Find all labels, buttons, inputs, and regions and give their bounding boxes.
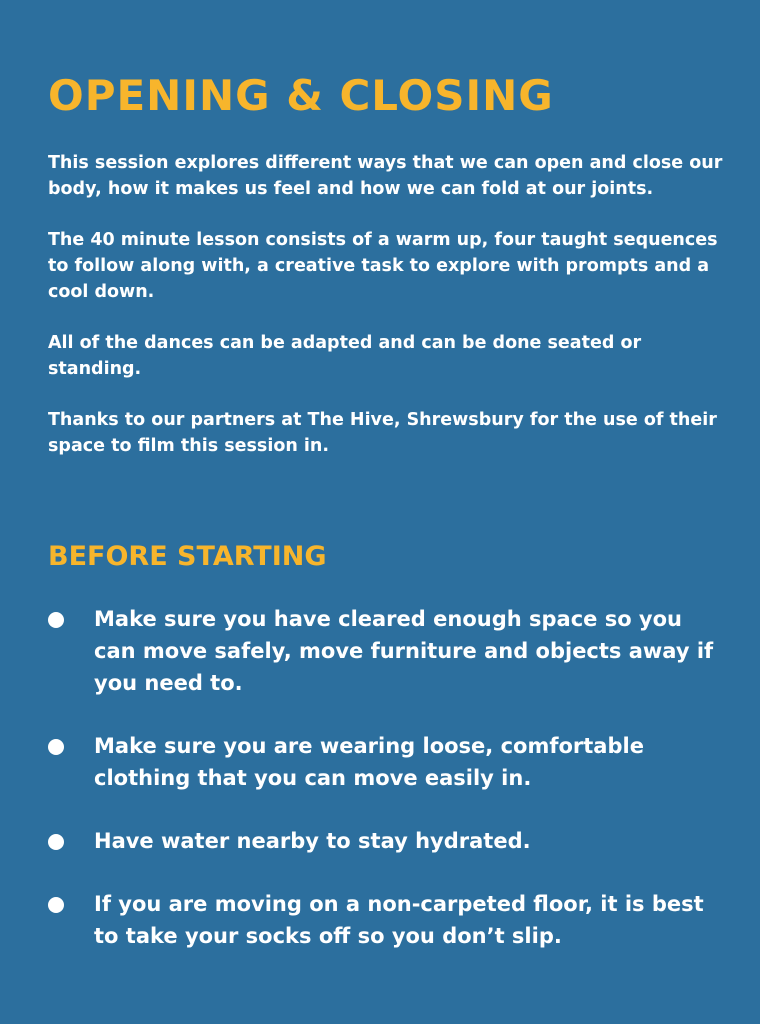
intro-section — [48, 150, 728, 484]
list-item — [48, 730, 728, 794]
list-item-text: Make sure you have cleared enough space so you can move safely, move furniture and objects away if you need to. — [94, 607, 714, 695]
bullet-icon — [48, 612, 64, 628]
list-item-text: If you are moving on a non-carpeted floor, it is best to take your socks off so you don’t slip. — [94, 892, 704, 948]
before-starting-heading: BEFORE STARTING — [48, 541, 327, 572]
intro-paragraph: All of the dances can be adapted and can be done seated or standing. — [48, 333, 642, 379]
bullet-icon — [48, 834, 64, 850]
bullet-icon — [48, 739, 64, 755]
list-item-text: Have water nearby to stay hydrated. — [94, 829, 531, 853]
page-title: OPENING & CLOSING — [48, 71, 554, 120]
list-item — [48, 888, 728, 952]
before-starting-list — [48, 603, 728, 983]
intro-paragraph: This session explores different ways that we can open and close our body, how it makes us feel and how we can fold at our joints. — [48, 153, 723, 199]
list-item — [48, 825, 728, 857]
list-item-text: Make sure you are wearing loose, comfortable clothing that you can move easily in. — [94, 734, 644, 790]
bullet-icon — [48, 897, 64, 913]
intro-paragraph: Thanks to our partners at The Hive, Shrewsbury for the use of their space to film this session in. — [48, 410, 717, 456]
intro-paragraph: The 40 minute lesson consists of a warm up, four taught sequences to follow along with, a creative task to explore with prompts and a cool down. — [48, 230, 718, 302]
list-item — [48, 603, 728, 699]
